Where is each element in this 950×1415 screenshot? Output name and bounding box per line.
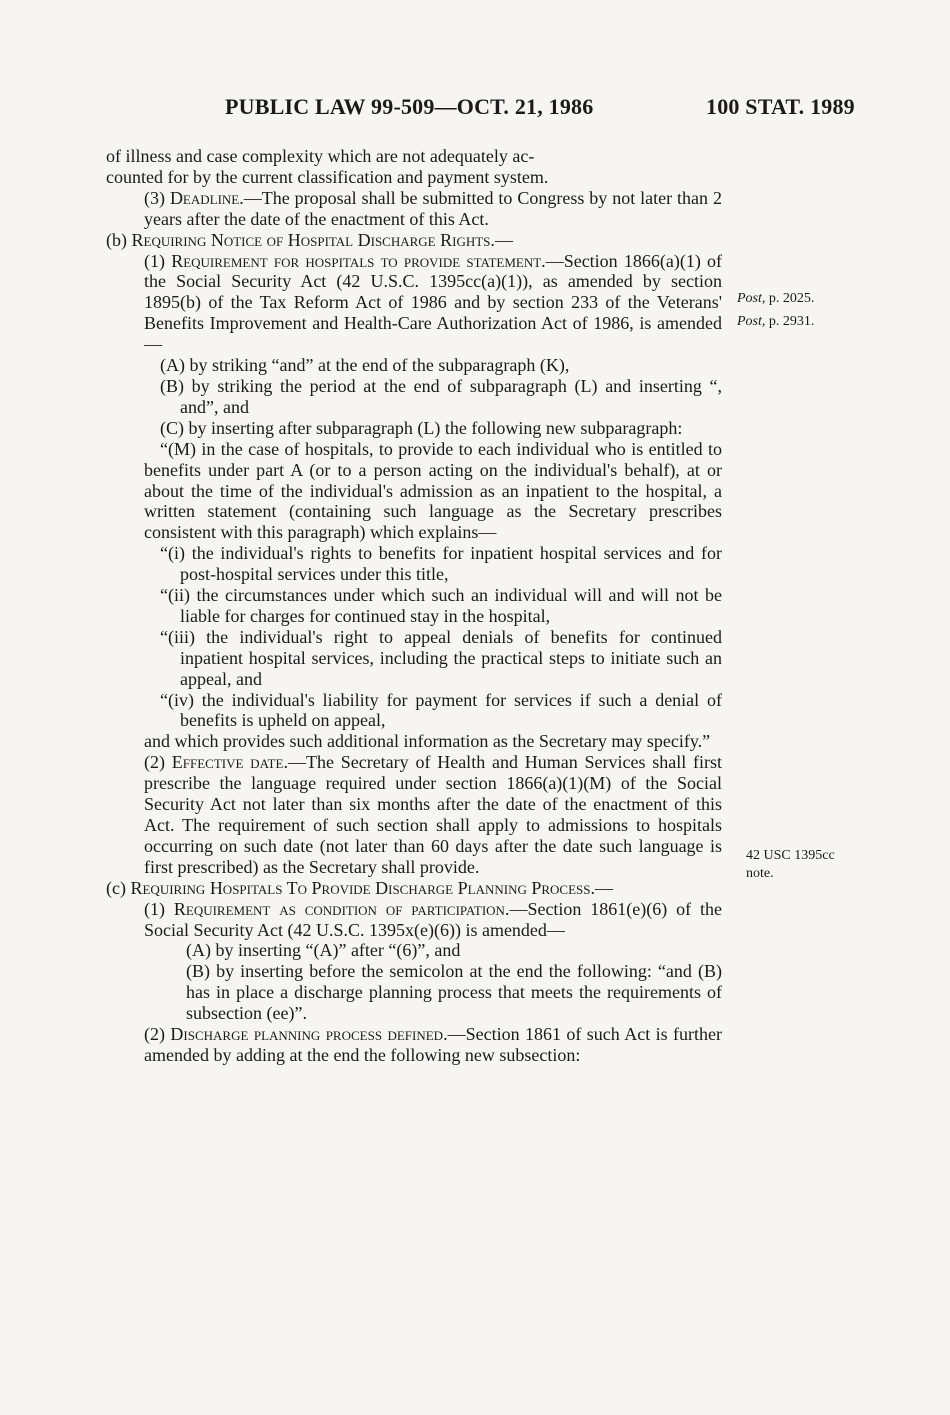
margin-note-post-2025: Post, p. 2025. <box>737 291 815 306</box>
running-header-title: PUBLIC LAW 99-509—OCT. 21, 1986 <box>225 94 594 119</box>
clause-C: (C) by inserting after subparagraph (L) the following new subparagraph: <box>160 417 683 438</box>
quoted-subparagraph-M: “(M) in the case of hospitals, to provide to each individual who is entitled to benefits under part A (or to a person acting on the individual's behalf), at or about the time of the individual's admission as an inpatient to the hospital, a written statement (containing such language as the Secretary prescribes consistent with this paragraph) which explains— <box>144 438 722 543</box>
clause-c-A: (A) by inserting “(A)” after “(6)”, and <box>186 940 461 961</box>
clause-A: (A) by striking “and” at the end of the subparagraph (K), <box>160 355 570 376</box>
margin-note-usc-citation: 42 USC 1395cc note. <box>746 848 835 881</box>
quoted-tail: and which provides such additional information as the Secretary may specify.” <box>144 731 711 752</box>
quoted-clause-ii: “(ii) the circumstances under which such an individual will and will not be liable for charges for continued stay in the hospital, <box>160 585 722 626</box>
running-header-page: 100 STAT. 1989 <box>706 94 855 119</box>
subsection-b-heading: (b) Requiring Notice of Hospital Discharge Rights.— <box>106 229 513 250</box>
continued-line: of illness and case complexity which are not adequately ac- <box>106 146 535 166</box>
margin-note-post-2931: Post, p. 2931. <box>737 314 815 329</box>
paragraph-c2: (2) Discharge planning process defined.—Section 1861 of such Act is further amended by adding at the end the following new subsection: <box>144 1024 722 1065</box>
clause-c-B: (B) by inserting before the semicolon at the end the following: “and (B) has in place a discharge planning process that meets the requirements of subsection (ee)”. <box>186 961 722 1024</box>
quoted-clause-iv: “(iv) the individual's liability for payment for services if such a denial of benefits is upheld on appeal, <box>160 689 722 731</box>
body-text <box>106 146 722 1066</box>
subsection-c-heading: (c) Requiring Hospitals To Provide Discharge Planning Process.— <box>106 877 613 898</box>
paragraph-b2-effective-date: (2) Effective date.—The Secretary of Health and Human Services shall first prescribe the language required under section 1866(a)(1)(M) of the Social Security Act not later than six months after the date of the enactment of this Act. The requirement of such section shall apply to admissions to hospitals occurring on such date (not later than 60 days after the date such language is first prescribed) as the Secretary shall provide. <box>144 752 723 877</box>
clause-B: (B) by striking the period at the end of subparagraph (L) and inserting “, and”, and <box>160 375 722 417</box>
continued-line: counted for by the current classification and payment system. <box>106 166 549 187</box>
paragraph-c1: (1) Requirement as condition of participation.—Section 1861(e)(6) of the Social Security Act (42 U.S.C. 1395x(e)(6)) is amended— <box>144 898 722 940</box>
paragraph-b1: (1) Requirement for hospitals to provide statement.—Section 1866(a)(1) of the Social Security Act (42 U.S.C. 1395cc(a)(1)), as amended by section 1895(b) of the Tax Reform Act of 1986 and by section 233 of the Veterans' Benefits Improvement and Health-Care Authorization Act of 1986, is amended— <box>144 250 723 355</box>
quoted-clause-i: “(i) the individual's rights to benefits for inpatient hospital services and for post-hospital services under this title, <box>160 543 722 585</box>
quoted-clause-iii: “(iii) the individual's right to appeal denials of benefits for continued inpatient hospital services, including the practical steps to initiate such an appeal, and <box>160 626 722 689</box>
paragraph-3-deadline: (3) Deadline.—The proposal shall be submitted to Congress by not later than 2 years after the date of the enactment of this Act. <box>144 187 722 229</box>
